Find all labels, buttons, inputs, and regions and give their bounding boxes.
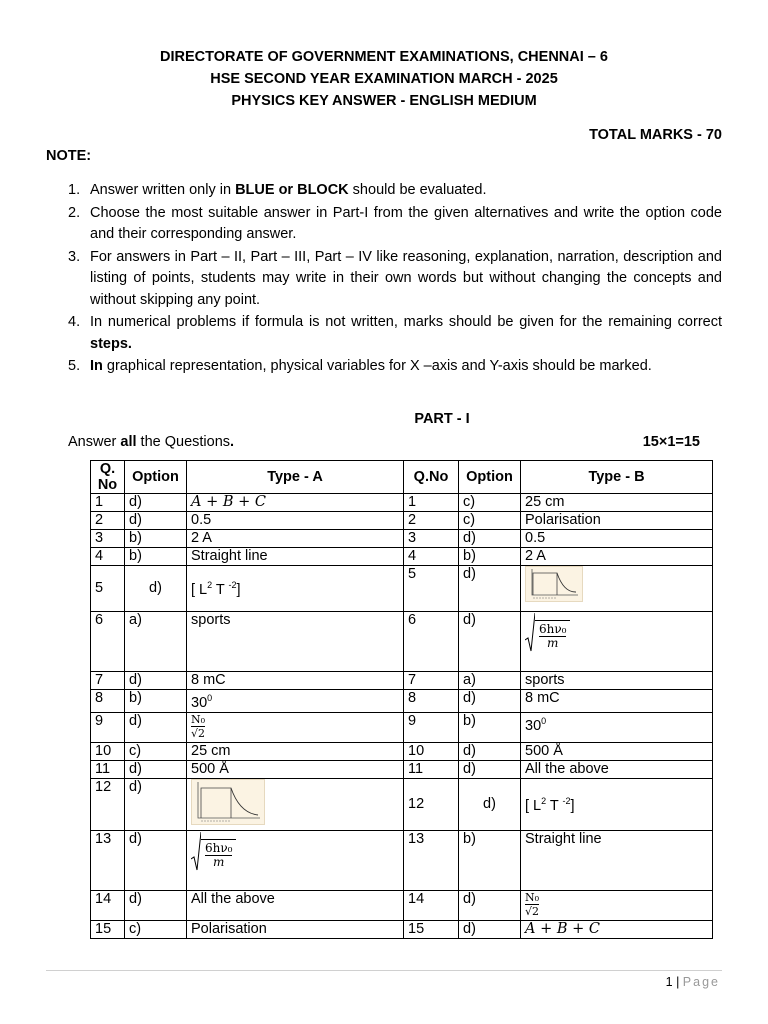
table-row [91,672,713,690]
table-row [91,742,713,760]
radical-sign-icon [525,612,535,652]
cell-type-a: sports [187,612,404,672]
answer-all-text: Answer all the Questions. [68,434,235,450]
cell-option-a: b) [125,548,187,566]
dimension-formula: [ $L^2$ T $^{-2}$] [525,796,575,815]
cell-option-b: d) [459,760,521,778]
table-row [91,530,713,548]
cell-qno-a: 6 [91,612,125,672]
vector-sum-formula: $\overline{A} + B + \overline{C}$ [525,920,600,937]
table-header-row [91,461,713,494]
cell-qno-b: 4 [404,548,459,566]
cell-option-b: d) [459,612,521,672]
cell-option-a: b) [125,530,187,548]
cell-type-b: All the above [521,760,713,778]
cell-option-b: d) [459,742,521,760]
n0-fraction: $\frac{\text{N₀}}{√2}$ [191,712,206,740]
cell-option-a: d) [125,830,187,890]
cell-option-a: d) [125,712,187,742]
cell-option-a: d) [125,566,187,612]
cell-type-a: 8 mC [187,672,404,690]
header-line-1: DIRECTORATE OF GOVERNMENT EXAMINATIONS, CHENNAI – 6 [160,49,608,65]
cell-option-a: d) [125,760,187,778]
document-header [0,46,768,112]
cell-option-b: d) [459,778,521,830]
cell-type-a [187,778,404,830]
table-row [91,830,713,890]
cell-type-a [187,566,404,612]
cell-qno-b: 9 [404,712,459,742]
cell-type-b [521,712,713,742]
cell-qno-a: 1 [91,494,125,512]
cell-option-b: b) [459,712,521,742]
note-item: 3. For answers in Part – II, Part – III, Part – IV like reasoning, explanation, narration, description and listing of points, students may write in their own words but without changing the concepts and without skipping any point. [68,248,722,308]
page-number: 1 | Page [665,975,720,989]
header-option-b: Option [459,461,521,494]
cell-qno-a: 2 [91,512,125,530]
cell-qno-b: 15 [404,920,459,938]
cell-qno-a: 7 [91,672,125,690]
cell-option-a: c) [125,920,187,938]
cell-option-b: d) [459,566,521,612]
cell-qno-b: 2 [404,512,459,530]
note-item: 2. Choose the most suitable answer in Part-I from the given alternatives and write the option code and their corresponding answer. [68,204,722,242]
cell-option-a: d) [125,512,187,530]
cell-option-b: b) [459,548,521,566]
cell-option-b: d) [459,920,521,938]
cell-qno-a: 4 [91,548,125,566]
cell-qno-b: 12 [404,778,459,830]
table-row [91,566,713,612]
notes-list [68,180,722,379]
cell-qno-a: 9 [91,712,125,742]
cell-type-b: 8 mC [521,690,713,713]
header-qno: Q. No [91,461,125,494]
table-row [91,548,713,566]
table-row [91,778,713,830]
cell-qno-b: 11 [404,760,459,778]
cell-qno-a: 15 [91,920,125,938]
note-title: NOTE: [46,148,92,164]
cell-option-b: c) [459,494,521,512]
cell-option-a: c) [125,742,187,760]
note-item: 1. Answer written only in BLUE or BLOCK should be evaluated. [68,182,487,198]
decay-graph-icon [191,779,265,825]
cell-qno-b: 14 [404,890,459,920]
cell-option-b: a) [459,672,521,690]
cell-qno-b: 6 [404,612,459,672]
total-marks: TOTAL MARKS - 70 [589,127,722,143]
cell-qno-a: 5 [91,566,125,612]
cell-qno-b: 13 [404,830,459,890]
cell-option-a: d) [125,494,187,512]
table-row [91,612,713,672]
table-row [91,890,713,920]
part-marks: 15×1=15 [642,434,700,450]
cell-type-a [187,712,404,742]
cell-option-a: d) [125,672,187,690]
cell-qno-b: 5 [404,566,459,612]
radical-sign-icon [191,831,201,871]
cell-type-b [521,566,713,612]
cell-type-b: Straight line [521,830,713,890]
table-row [91,494,713,512]
cell-type-b: 2 A [521,548,713,566]
part-title: PART - I [414,411,470,427]
cell-type-a: 0.5 [187,512,404,530]
cell-type-a: All the above [187,890,404,920]
cell-option-b: d) [459,530,521,548]
note-item: 4. In numerical problems if formula is not written, marks should be given for the remaining correct steps. [68,314,722,352]
table-row [91,760,713,778]
cell-qno-a: 13 [91,830,125,890]
cell-type-a [187,494,404,512]
cell-type-b: Polarisation [521,512,713,530]
cell-option-b: d) [459,690,521,713]
angle-value: $30^0$ [525,715,547,734]
cell-option-a: a) [125,612,187,672]
cell-qno-b: 8 [404,690,459,713]
cell-qno-a: 10 [91,742,125,760]
header-type-a: Type - A [187,461,404,494]
cell-qno-a: 8 [91,690,125,713]
cell-option-a: b) [125,690,187,713]
cell-type-b: 500 Å [521,742,713,760]
cell-type-b [521,920,713,938]
header-option: Option [125,461,187,494]
cell-type-a: 500 Å [187,760,404,778]
angle-value: $30^0$ [191,693,213,711]
answer-key-table [90,460,713,939]
header-type-b: Type - B [521,461,713,494]
cell-type-a [187,690,404,713]
table-row [91,712,713,742]
cell-option-b: c) [459,512,521,530]
table-row [91,920,713,938]
footer-divider [46,970,722,971]
decay-graph-icon [525,566,583,602]
cell-type-a: 2 A [187,530,404,548]
cell-qno-a: 11 [91,760,125,778]
cell-type-b: sports [521,672,713,690]
cell-option-a: d) [125,778,187,830]
cell-type-b: 0.5 [521,530,713,548]
cell-option-b: b) [459,830,521,890]
answer-instruction [68,434,700,450]
header-qno-b: Q.No [404,461,459,494]
cell-qno-b: 3 [404,530,459,548]
header-line-3: PHYSICS KEY ANSWER - ENGLISH MEDIUM [231,93,537,109]
cell-qno-a: 3 [91,530,125,548]
n0-fraction: $\frac{\text{N₀}}{√2}$ [525,890,540,918]
cell-type-b: 25 cm [521,494,713,512]
cell-option-a: d) [125,890,187,920]
cell-qno-b: 7 [404,672,459,690]
vector-sum-formula: $\overline{A} + B + \overline{C}$ [191,494,266,510]
note-item: 5. In graphical representation, physical variables for X –axis and Y-axis should be marked. [68,358,652,374]
dimension-formula: [ $L^2$ T $^{-2}$] [191,580,241,599]
cell-qno-a: 12 [91,778,125,830]
cell-qno-a: 14 [91,890,125,920]
cell-type-a: 25 cm [187,742,404,760]
cell-type-b [521,890,713,920]
table-row [91,690,713,713]
cell-type-a: Straight line [187,548,404,566]
cell-type-b [521,612,713,672]
table-row [91,512,713,530]
cell-type-a [187,830,404,890]
cell-type-a: Polarisation [187,920,404,938]
sqrt-formula: $\frac{\text{6hν₀}}{m}$ [191,831,236,871]
cell-type-b [521,778,713,830]
cell-qno-b: 1 [404,494,459,512]
cell-qno-b: 10 [404,742,459,760]
cell-option-b: d) [459,890,521,920]
header-line-2: HSE SECOND YEAR EXAMINATION MARCH - 2025 [210,71,558,87]
sqrt-formula: $\frac{\text{6hν₀}}{m}$ [525,612,570,652]
